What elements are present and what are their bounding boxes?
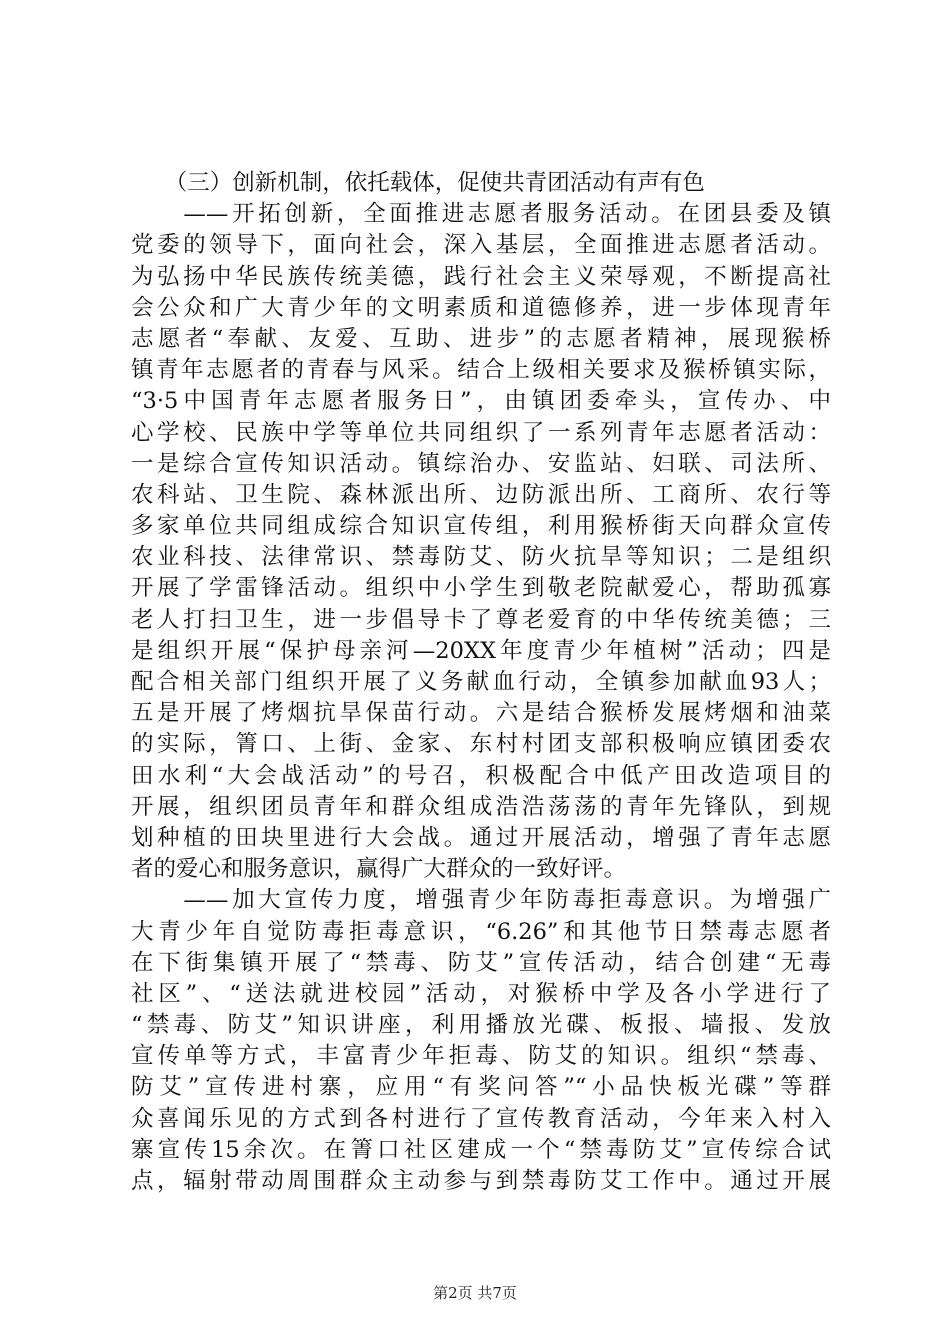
section-heading: （三）创新机制，依托载体，促使共青团活动有声有色 (131, 170, 705, 196)
text-line: 老人打扫卫生，进一步倡导卡了尊老爱育的中华传统美德；三 (131, 606, 831, 633)
text-line: 点，辐射带动周围群众主动参与到禁毒防艾工作中。通过开展 (131, 1168, 831, 1194)
text-line: 农业科技、法律常识、禁毒防艾、防火抗旱等知识；二是组织 (131, 544, 831, 571)
text-line: 社区”、“送法就进校园”活动，对猴桥中学及各小学进行了 (131, 980, 831, 1007)
text-line: 寨宣传15余次。在箐口社区建成一个“禁毒防艾”宣传综合试 (131, 1136, 831, 1163)
text-line: 防艾”宣传进村寨，应用“有奖问答”“小品快板光碟”等群 (131, 1074, 831, 1101)
text-line: 划种植的田块里进行大会战。通过开展活动，增强了青年志愿 (131, 824, 831, 851)
text-line: “禁毒、防艾”知识讲座，利用播放光碟、板报、墙报、发放 (131, 1012, 831, 1039)
text-line: ——开拓创新，全面推进志愿者服务活动。在团县委及镇 (131, 201, 831, 228)
text-line: 五是开展了烤烟抗旱保苗行动。六是结合猴桥发展烤烟和油菜 (131, 700, 831, 727)
text-line: 众喜闻乐见的方式到各村进行了宣传教育活动，今年来入村入 (131, 1105, 831, 1132)
text-line: 在下街集镇开展了“禁毒、防艾”宣传活动，结合创建“无毒 (131, 949, 831, 976)
text-line: 宣传单等方式，丰富青少年拒毒、防艾的知识。组织“禁毒、 (131, 1043, 831, 1070)
text-line: “3·5中国青年志愿者服务日”，由镇团委牵头，宣传办、中 (131, 388, 831, 415)
text-line: 田水利“大会战活动”的号召，积极配合中低产田改造项目的 (131, 762, 831, 789)
text-line: 心学校、民族中学等单位共同组织了一系列青年志愿者活动： (131, 419, 831, 446)
text-line: 多家单位共同组成综合知识宣传组，利用猴桥街天向群众宣传 (131, 513, 831, 540)
text-line: ——加大宣传力度，增强青少年防毒拒毒意识。为增强广 (131, 887, 831, 914)
text-line: 会公众和广大青少年的文明素质和道德修养，进一步体现青年 (131, 294, 831, 321)
page-number-footer: 第2页 共7页 (433, 1284, 517, 1302)
text-line: 是组织开展“保护母亲河—20XX年度青少年植树”活动；四是 (131, 637, 831, 664)
text-line: 者的爱心和服务意识，赢得广大群众的一致好评。 (131, 856, 627, 883)
text-line: 开展，组织团员青年和群众组成浩浩荡荡的青年先锋队，到规 (131, 793, 831, 820)
document-body (131, 168, 831, 1197)
text-line: 开展了学雷锋活动。组织中小学生到敬老院献爱心，帮助孤寡 (131, 575, 831, 602)
text-line: 一是综合宣传知识活动。镇综治办、安监站、妇联、司法所、 (131, 450, 831, 477)
text-line: 大青少年自觉防毒拒毒意识，“6.26”和其他节日禁毒志愿者 (131, 918, 831, 945)
text-line: 配合相关部门组织开展了义务献血行动，全镇参加献血93人； (131, 669, 831, 695)
text-line: 的实际，箐口、上街、金家、东村村团支部积极响应镇团委农 (131, 731, 831, 758)
text-line: 志愿者“奉献、友爱、互助、进步”的志愿者精神，展现猴桥 (131, 325, 831, 352)
text-line: 农科站、卫生院、森林派出所、边防派出所、工商所、农行等 (131, 481, 831, 508)
text-line: 为弘扬中华民族传统美德，践行社会主义荣辱观，不断提高社 (131, 263, 831, 290)
text-line: 党委的领导下，面向社会，深入基层，全面推进志愿者活动。 (131, 232, 831, 259)
text-line: 镇青年志愿者的青春与风采。结合上级相关要求及猴桥镇实际， (131, 357, 831, 384)
